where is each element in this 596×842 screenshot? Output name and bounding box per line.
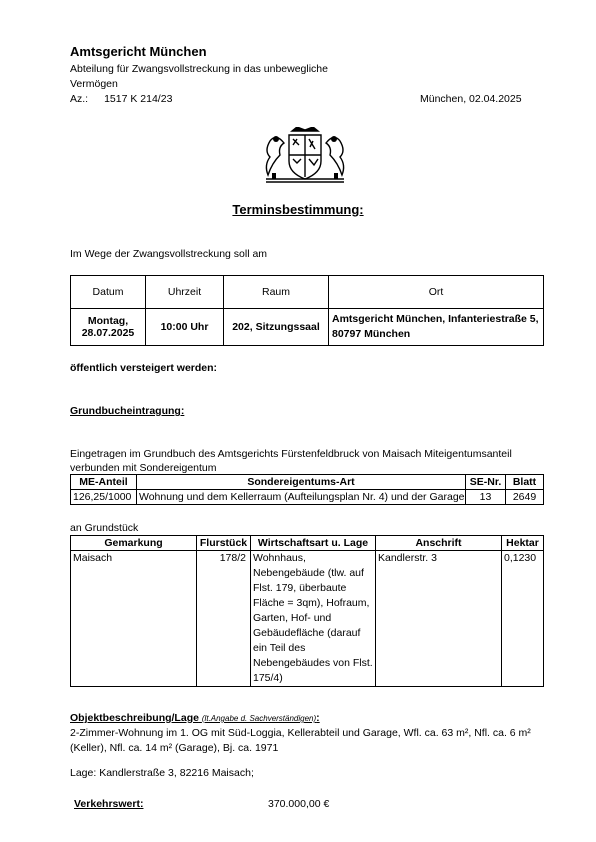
- court-name: Amtsgericht München: [70, 44, 207, 59]
- table-header-row: [71, 536, 544, 551]
- grundbuch-text: Eingetragen im Grundbuch des Amtsgerichts Fürstenfeldbruck von Maisach Miteigentumsanteil verbunden mit Sondereigentum: [70, 448, 512, 474]
- termin-ort: Amtsgericht München, Infanteriestraße 5, 80797 München: [329, 309, 544, 346]
- case-number: [70, 93, 172, 105]
- grundbuch-heading: Grundbucheintragung:: [70, 405, 185, 417]
- cell-hektar: 0,1230: [502, 551, 544, 687]
- table-header-row: [71, 276, 544, 309]
- intro-text: Im Wege der Zwangsvollstreckung soll am: [70, 248, 268, 260]
- termin-table: [70, 275, 544, 346]
- cell-wirtschaftsart: Wohnhaus, Nebengebäude (tlw. auf Flst. 179, überbaute Fläche = 3qm), Hofraum, Garten, Hof- und Gebäudefläche (darauf ein Teil des Nebengebäudes von Flst. 175/4): [251, 551, 376, 687]
- objekt-title: Objektbeschreibung/Lage: [70, 712, 199, 724]
- objekt-note: (lt.Angabe d. Sachverständigen): [201, 714, 317, 723]
- objekt-description: 2-Zimmer-Wohnung im 1. OG mit Süd-Loggia, Kellerabteil und Garage, Wfl. ca. 63 m², Nfl. ca. 6 m² (Keller), Nfl. ca. 14 m² (Garage), Bj. ca. 1971: [70, 727, 531, 754]
- cell-anschrift: Kandlerstr. 3: [376, 551, 502, 687]
- header-raum: Raum: [224, 276, 329, 309]
- header-datum: Datum: [71, 276, 146, 309]
- header-flurstueck: Flurstück: [197, 536, 251, 551]
- cell-me-anteil: 126,25/1000: [71, 490, 137, 505]
- az-number: 1517 K 214/23: [104, 93, 173, 105]
- bavarian-coat-of-arms-icon: [262, 127, 348, 185]
- objekt-heading: [70, 712, 320, 724]
- termin-raum: 202, Sitzungssaal: [224, 309, 329, 346]
- cell-gemarkung: Maisach: [71, 551, 197, 687]
- an-grundstueck: an Grundstück: [70, 522, 139, 534]
- table-row: [71, 490, 544, 505]
- cell-se-nr: 13: [466, 490, 506, 505]
- az-label: Az.:: [70, 93, 89, 105]
- table-row: [71, 309, 544, 346]
- header-hektar: Hektar: [502, 536, 544, 551]
- verkehrswert-value: 370.000,00 €: [268, 798, 330, 810]
- grundstueck-table: [70, 535, 544, 687]
- header-ort: Ort: [329, 276, 544, 309]
- header-me-anteil: ME-Anteil: [71, 475, 137, 490]
- page-title: Terminsbestimmung:: [232, 202, 364, 217]
- termin-uhrzeit: 10:00 Uhr: [146, 309, 224, 346]
- termin-datum: Montag, 28.07.2025: [71, 309, 146, 346]
- cell-flurstueck: 178/2: [197, 551, 251, 687]
- header-se-nr: SE-Nr.: [466, 475, 506, 490]
- header-anschrift: Anschrift: [376, 536, 502, 551]
- me-table: [70, 474, 544, 505]
- header-wirtschaftsart: Wirtschaftsart u. Lage: [251, 536, 376, 551]
- place-date: München, 02.04.2025: [420, 93, 522, 105]
- cell-blatt: 2649: [506, 490, 544, 505]
- verkehrswert-label: Verkehrswert:: [74, 798, 144, 810]
- header-gemarkung: Gemarkung: [71, 536, 197, 551]
- department: Abteilung für Zwangsvollstreckung in das unbewegliche Vermögen: [70, 63, 328, 90]
- objekt-lage: Lage: Kandlerstraße 3, 82216 Maisach;: [70, 767, 254, 779]
- table-header-row: [71, 475, 544, 490]
- objekt-colon: :: [316, 712, 320, 724]
- cell-se-art: Wohnung und dem Kellerraum (Aufteilungsplan Nr. 4) und der Garage: [137, 490, 466, 505]
- header-blatt: Blatt: [506, 475, 544, 490]
- header-se-art: Sondereigentums-Art: [137, 475, 466, 490]
- auction-statement: öffentlich versteigert werden:: [70, 362, 218, 374]
- header-uhrzeit: Uhrzeit: [146, 276, 224, 309]
- table-row: [71, 551, 544, 687]
